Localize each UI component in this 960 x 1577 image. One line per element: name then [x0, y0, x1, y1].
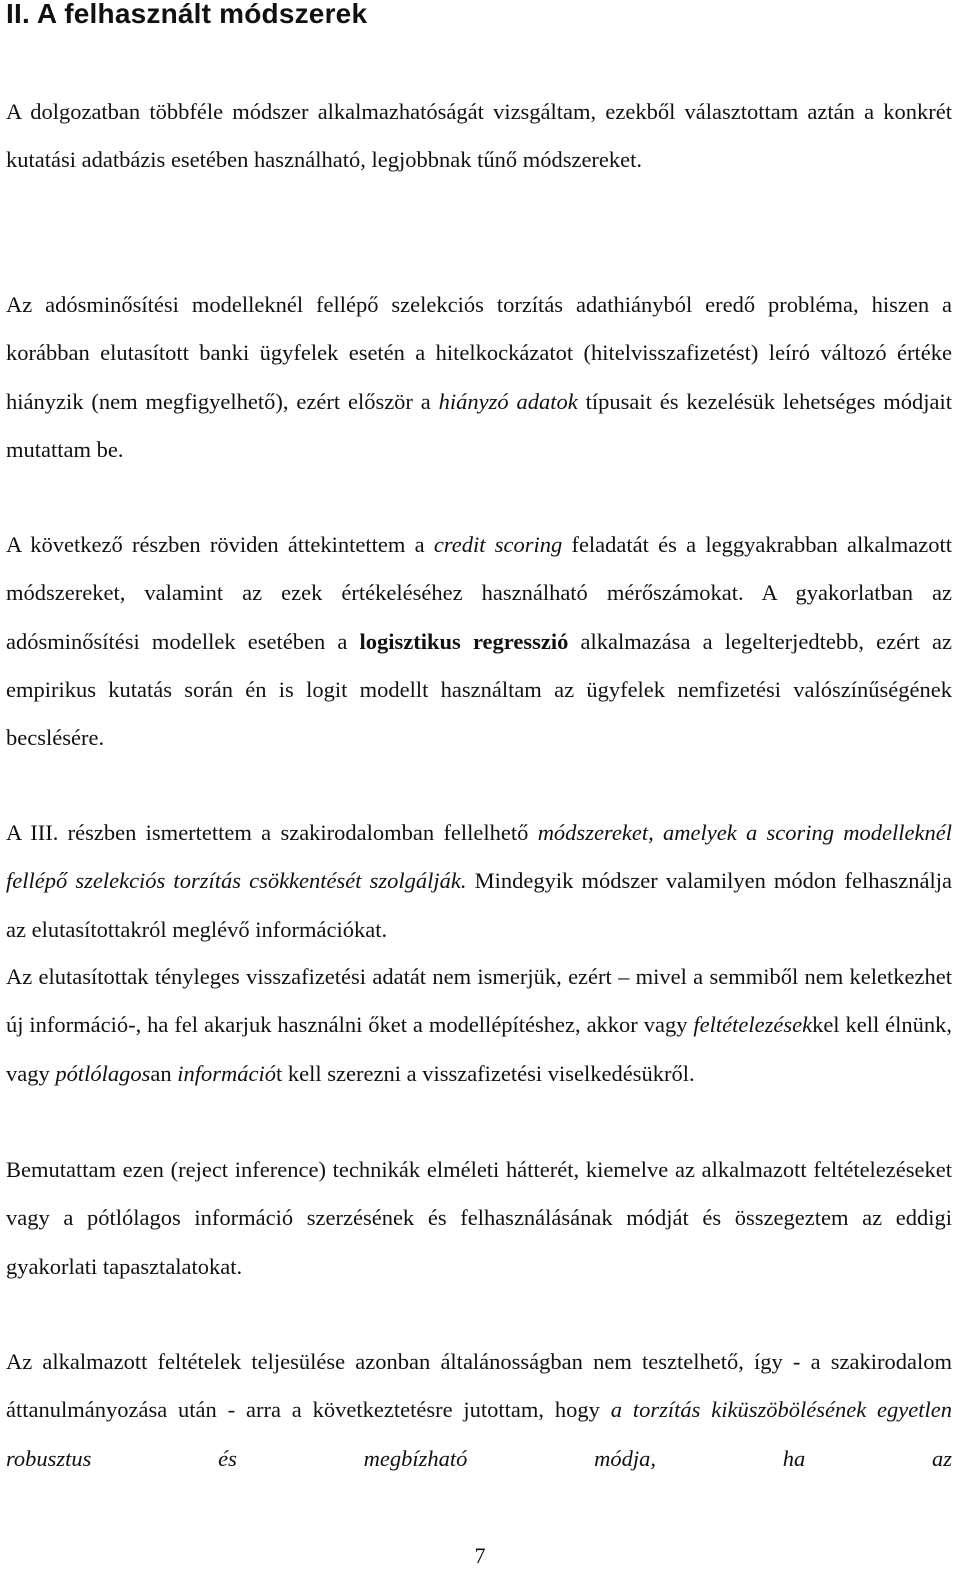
text-run: A következő részben röviden áttekintettem a	[6, 532, 434, 557]
text-run: típusait és kezelésük lehetséges módjait mutattam be.	[6, 388, 952, 462]
section-heading: II. A felhasznált módszerek	[6, 0, 368, 29]
text-run: an	[150, 1060, 178, 1086]
text-run: módszereket, amelyek a scoring modelleknél fellépő szelekciós torzítás csökkentését szolgálják.	[6, 820, 952, 894]
paragraph-1	[6, 88, 952, 185]
text-run: A dolgozatban többféle módszer alkalmazhatóságát vizsgáltam, ezekből választottam aztán a konkrét kutatási adatbázis esetében használható, legjobbnak tűnő módszereket.	[6, 99, 952, 173]
text-run: Az alkalmazott feltételek teljesülése azonban általánosságban nem tesztelhető, így - a szakirodalom áttanulmányozása után - arra a következtetésre jutottam, hogy	[6, 1349, 952, 1423]
page-number: 7	[474, 1543, 486, 1568]
text-run: Bemutattam ezen (reject inference) technikák elméleti hátterét, kiemelve az alkalmazott feltételezéseket vagy a pótlólagos információ szerzésének és felhasználásának módját és összegeztem az eddigi gyakorlati tapasztalatokat.	[6, 1157, 952, 1279]
paragraph-4	[6, 809, 952, 954]
text-run: információ	[177, 1060, 277, 1086]
text-run: hiányzó adatok	[438, 388, 578, 414]
text-run: kel kell élnünk, vagy	[6, 1012, 952, 1086]
paragraph-2	[6, 281, 952, 474]
text-run: feladatát és a leggyakrabban alkalmazott módszereket, valamint az ezek értékeléséhez használható mérőszámokat. A gyakorlatban az adósminősítési modellek esetében a	[6, 532, 952, 654]
text-run: t kell szerezni a visszafizetési viselkedésükről.	[276, 1060, 695, 1086]
text-run: A III. részben ismertettem a szakirodalomban fellelhető	[6, 820, 538, 845]
text-run: pótlólagos	[55, 1060, 151, 1086]
text-run: credit scoring	[433, 532, 563, 557]
text-run: alkalmazása a legelterjedtebb, ezért az empirikus kutatás során én is logit modellt használtam az ügyfelek nemfizetési valószínűségének becslésére.	[6, 628, 953, 751]
text-run: Az adósminősítési modelleknél fellépő szelekciós torzítás adathiányból eredő probléma, hiszen a korábban elutasított banki ügyfelek esetén a hitelkockázatot (hitelvisszafizetést) leíró változó értéke hiányzik (nem megfigyelhető), ezért először a	[6, 292, 952, 414]
text-run: a torzítás kiküszöbölésének egyetlen robusztus és megbízható módja, ha az	[6, 1397, 952, 1471]
paragraph-6	[6, 1146, 952, 1291]
text-run: logisztikus regresszió	[359, 628, 569, 654]
paragraph-5	[6, 953, 952, 1098]
paragraph-7	[6, 1338, 952, 1483]
text-run: feltételezések	[693, 1012, 813, 1038]
text-run: Mindegyik módszer valamilyen módon felhasználja az elutasítottakról meglévő információkat.	[6, 868, 952, 942]
paragraph-3	[6, 521, 952, 762]
text-run: Az elutasítottak tényleges visszafizetési adatát nem ismerjük, ezért – mivel a semmiből nem keletkezhet új információ-, ha fel akarjuk használni őket a modellépítéshez, akkor vagy	[6, 964, 952, 1038]
